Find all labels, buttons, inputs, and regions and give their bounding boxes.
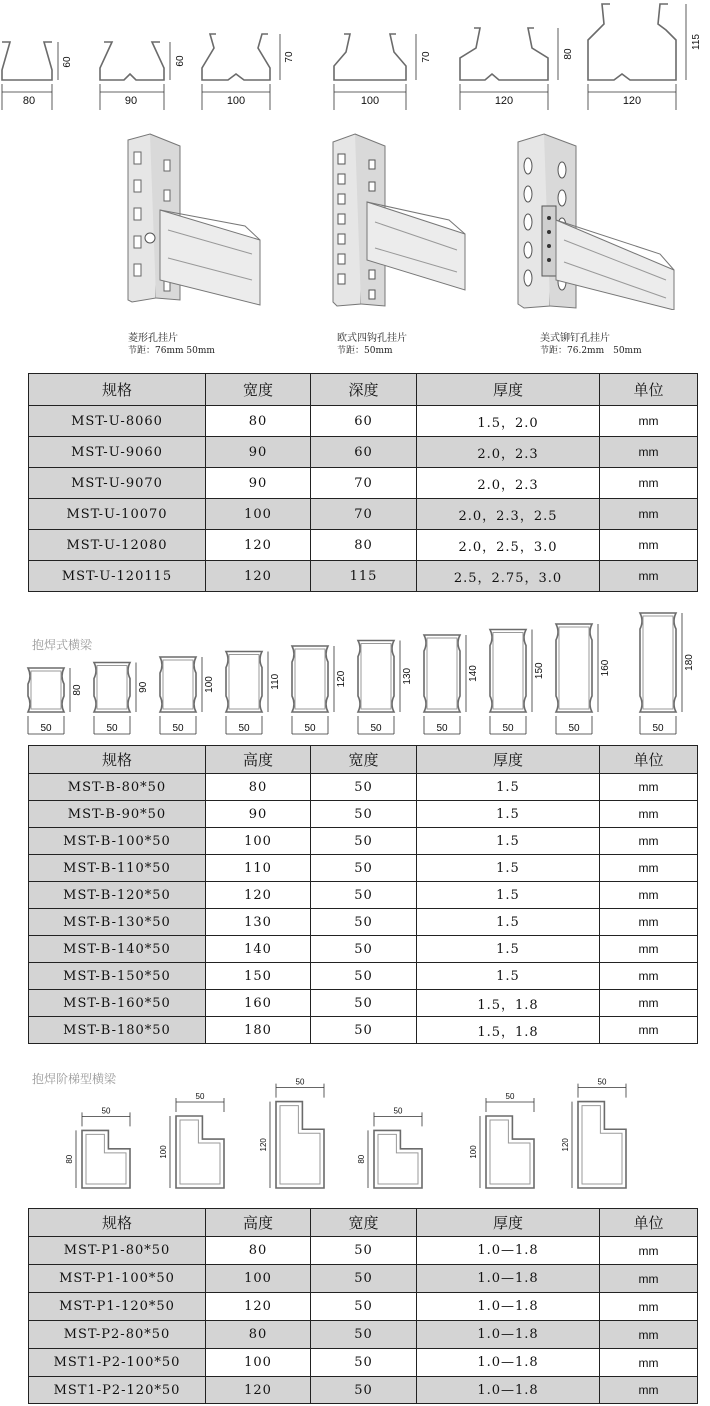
beam-height-label: 120 (259, 1138, 268, 1152)
value-cell: 90 (206, 437, 311, 468)
table-row (29, 774, 698, 801)
beam-height-label: 150 (534, 662, 545, 680)
upright-profile-2 (100, 42, 186, 110)
header-cell: 高度 (206, 1209, 311, 1237)
value-cell: 50 (311, 936, 417, 963)
spec-cell: MST-B-130*50 (29, 909, 206, 936)
thickness-cell: 1.0—1.8 (417, 1377, 600, 1404)
box-beam-profile (490, 630, 545, 735)
thickness-cell: 1.5 (417, 855, 600, 882)
upright-width-label: 120 (494, 95, 514, 107)
table-row (29, 499, 698, 530)
thickness-cell: 1.0—1.8 (417, 1293, 600, 1321)
header-cell: 宽度 (206, 374, 311, 406)
thickness-cell: 1.0—1.8 (417, 1237, 600, 1265)
value-cell: 100 (206, 1265, 311, 1293)
value-cell: 70 (311, 468, 417, 499)
upright-depth-label: 60 (175, 55, 186, 67)
thickness-cell: 1.5 (417, 801, 600, 828)
unit-cell: mm (600, 882, 698, 909)
spec-cell: MST-P1-100*50 (29, 1265, 206, 1293)
upright-depth-label: 70 (284, 51, 295, 63)
upright-spec-table (28, 373, 698, 592)
connector-caption-1 (128, 333, 215, 357)
spec-cell: MST-U-8060 (29, 406, 206, 437)
connector-pitch: 节距：76.2mm 50mm (540, 346, 642, 356)
value-cell: 80 (206, 1237, 311, 1265)
table-header-row (29, 374, 698, 406)
upright-width-label: 90 (124, 95, 138, 107)
value-cell: 80 (206, 406, 311, 437)
unit-cell: mm (600, 1237, 698, 1265)
value-cell: 50 (311, 909, 417, 936)
header-cell: 深度 (311, 374, 417, 406)
table-row (29, 801, 698, 828)
value-cell: 70 (311, 499, 417, 530)
thickness-cell: 1.5，1.8 (417, 990, 600, 1017)
beam-height-label: 80 (65, 1154, 74, 1164)
spec-cell: MST-B-100*50 (29, 828, 206, 855)
value-cell: 50 (311, 1293, 417, 1321)
thickness-cell: 2.0，2.3 (417, 437, 600, 468)
value-cell: 140 (206, 936, 311, 963)
spec-cell: MST-B-140*50 (29, 936, 206, 963)
table-row (29, 909, 698, 936)
header-cell: 厚度 (417, 746, 600, 774)
unit-cell: mm (600, 1017, 698, 1044)
upright-profile-5 (460, 28, 574, 110)
beam-width-label: 50 (652, 723, 664, 734)
unit-cell: mm (600, 406, 698, 437)
beam-height-label: 100 (204, 676, 215, 693)
spec-cell: MST1-P2-100*50 (29, 1349, 206, 1377)
thickness-cell: 1.5 (417, 909, 600, 936)
beam-height-label: 130 (402, 667, 413, 685)
upright-depth-label: 115 (691, 34, 702, 50)
value-cell: 60 (311, 406, 417, 437)
unit-cell: mm (600, 1377, 698, 1404)
beam-width-label: 50 (101, 1106, 111, 1116)
upright-width-label: 80 (22, 95, 36, 107)
unit-cell: mm (600, 774, 698, 801)
table-row (29, 1293, 698, 1321)
spec-cell: MST1-P2-120*50 (29, 1377, 206, 1404)
thickness-cell: 2.0，2.5，3.0 (417, 530, 600, 561)
box-beam-profile (292, 646, 347, 734)
spec-cell: MST-P1-80*50 (29, 1237, 206, 1265)
thickness-cell: 2.0，2.3 (417, 468, 600, 499)
value-cell: 110 (206, 855, 311, 882)
table-row (29, 882, 698, 909)
unit-cell: mm (600, 963, 698, 990)
unit-cell: mm (600, 468, 698, 499)
thickness-cell: 2.5，2.75，3.0 (417, 561, 600, 592)
table-header-row (29, 746, 698, 774)
value-cell: 50 (311, 1321, 417, 1349)
table-row (29, 406, 698, 437)
connector-caption-3 (540, 333, 642, 357)
value-cell: 100 (206, 828, 311, 855)
value-cell: 50 (311, 855, 417, 882)
step-beam-profile (469, 1092, 534, 1188)
value-cell: 115 (311, 561, 417, 592)
spec-cell: MST-B-80*50 (29, 774, 206, 801)
spec-cell: MST-B-160*50 (29, 990, 206, 1017)
header-cell: 单位 (600, 1209, 698, 1237)
connector-pitch: 节距：50mm (337, 346, 393, 356)
table-row (29, 468, 698, 499)
beam-width-label: 50 (195, 1092, 205, 1101)
table-row (29, 990, 698, 1017)
unit-cell: mm (600, 936, 698, 963)
beam-height-label: 110 (270, 673, 281, 690)
step-beam-profile (561, 1078, 626, 1188)
table-row (29, 561, 698, 592)
step-beam-profile (65, 1106, 130, 1188)
box-beam-profile (424, 635, 479, 734)
beam-width-label: 50 (597, 1077, 607, 1087)
table-row (29, 1265, 698, 1293)
header-cell: 单位 (600, 746, 698, 774)
step-beam-profile (159, 1092, 224, 1188)
value-cell: 50 (311, 963, 417, 990)
beam-width-label: 50 (295, 1077, 305, 1087)
value-cell: 120 (206, 530, 311, 561)
beam-width-label: 50 (238, 723, 250, 734)
value-cell: 50 (311, 1349, 417, 1377)
thickness-cell: 1.5，1.8 (417, 1017, 600, 1044)
beam-height-label: 100 (159, 1145, 168, 1159)
value-cell: 80 (311, 530, 417, 561)
value-cell: 120 (206, 882, 311, 909)
value-cell: 50 (311, 882, 417, 909)
value-cell: 80 (206, 1321, 311, 1349)
box-beam-spec-table (28, 745, 698, 1044)
upright-profile-4 (334, 34, 432, 110)
step-beam-profiles-drawing (0, 1050, 710, 1200)
box-beam-profile (226, 652, 281, 735)
thickness-cell: 1.0—1.8 (417, 1265, 600, 1293)
value-cell: 120 (206, 1293, 311, 1321)
connector-diamond-hole-illustration (120, 130, 270, 310)
table-row (29, 530, 698, 561)
box-beam-profile (556, 624, 611, 734)
value-cell: 50 (311, 1377, 417, 1404)
step-beam-section-title: 抱焊阶梯型横梁 (32, 1072, 117, 1086)
connector-us-rivet-illustration (510, 130, 690, 310)
value-cell: 90 (206, 468, 311, 499)
value-cell: 90 (206, 801, 311, 828)
step-beam-profile (357, 1106, 422, 1188)
spec-cell: MST-B-90*50 (29, 801, 206, 828)
thickness-cell: 1.5 (417, 882, 600, 909)
beam-width-label: 50 (40, 723, 52, 734)
value-cell: 50 (311, 1237, 417, 1265)
connector-name: 美式铆钉孔挂片 (540, 333, 610, 344)
header-cell: 单位 (600, 374, 698, 406)
upright-profile-3 (202, 34, 295, 110)
value-cell: 50 (311, 1017, 417, 1044)
connector-name: 菱形孔挂片 (128, 333, 178, 344)
spec-cell: MST-B-120*50 (29, 882, 206, 909)
beam-height-label: 160 (600, 659, 611, 677)
value-cell: 50 (311, 801, 417, 828)
value-cell: 60 (311, 437, 417, 468)
value-cell: 50 (311, 990, 417, 1017)
beam-width-label: 50 (502, 723, 514, 734)
spec-cell: MST-U-9070 (29, 468, 206, 499)
unit-cell: mm (600, 499, 698, 530)
value-cell: 120 (206, 561, 311, 592)
beam-width-label: 50 (505, 1092, 515, 1101)
beam-height-label: 120 (336, 670, 347, 688)
table-row (29, 437, 698, 468)
box-beam-section-title: 抱焊式横梁 (32, 638, 93, 652)
step-beam-profile (259, 1078, 324, 1188)
thickness-cell: 1.5 (417, 936, 600, 963)
header-cell: 宽度 (311, 1209, 417, 1237)
spec-cell: MST-P1-120*50 (29, 1293, 206, 1321)
thickness-cell: 1.5 (417, 963, 600, 990)
unit-cell: mm (600, 1265, 698, 1293)
table-row (29, 855, 698, 882)
thickness-cell: 1.0—1.8 (417, 1321, 600, 1349)
box-beam-profile (640, 613, 695, 734)
thickness-cell: 1.0—1.8 (417, 1349, 600, 1377)
header-cell: 规格 (29, 1209, 206, 1237)
upright-depth-label: 60 (62, 56, 73, 68)
table-row (29, 1377, 698, 1404)
unit-cell: mm (600, 801, 698, 828)
value-cell: 130 (206, 909, 311, 936)
upright-profile-6 (588, 4, 702, 110)
step-beam-spec-table (28, 1208, 698, 1404)
upright-depth-label: 70 (421, 51, 432, 63)
table-row (29, 963, 698, 990)
beam-height-label: 180 (684, 654, 695, 671)
value-cell: 120 (206, 1377, 311, 1404)
unit-cell: mm (600, 990, 698, 1017)
spec-cell: MST-U-120115 (29, 561, 206, 592)
beam-height-label: 90 (138, 681, 149, 693)
value-cell: 160 (206, 990, 311, 1017)
spec-cell: MST-U-12080 (29, 530, 206, 561)
spec-cell: MST-P2-80*50 (29, 1321, 206, 1349)
value-cell: 50 (311, 774, 417, 801)
unit-cell: mm (600, 530, 698, 561)
spec-cell: MST-B-110*50 (29, 855, 206, 882)
table-row (29, 936, 698, 963)
header-cell: 宽度 (311, 746, 417, 774)
value-cell: 180 (206, 1017, 311, 1044)
value-cell: 100 (206, 499, 311, 530)
table-row (29, 828, 698, 855)
connector-euro-hook-illustration (325, 130, 475, 310)
beam-height-label: 120 (561, 1138, 570, 1152)
beam-height-label: 140 (468, 665, 479, 682)
header-cell: 规格 (29, 746, 206, 774)
header-cell: 高度 (206, 746, 311, 774)
upright-width-label: 100 (226, 95, 246, 107)
upright-profile-1 (2, 42, 73, 110)
unit-cell: mm (600, 1321, 698, 1349)
spec-cell: MST-B-150*50 (29, 963, 206, 990)
upright-depth-label: 80 (563, 48, 574, 60)
upright-width-label: 100 (360, 95, 380, 107)
beam-width-label: 50 (436, 723, 448, 734)
box-beam-profiles-drawing (0, 600, 710, 740)
thickness-cell: 1.5，2.0 (417, 406, 600, 437)
unit-cell: mm (600, 437, 698, 468)
unit-cell: mm (600, 828, 698, 855)
value-cell: 50 (311, 828, 417, 855)
connector-pitch: 节距：76mm 50mm (128, 346, 215, 356)
beam-width-label: 50 (106, 723, 118, 734)
beam-height-label: 100 (469, 1145, 478, 1159)
spec-cell: MST-U-9060 (29, 437, 206, 468)
thickness-cell: 1.5 (417, 828, 600, 855)
thickness-cell: 2.0，2.3，2.5 (417, 499, 600, 530)
beam-height-label: 80 (357, 1154, 366, 1164)
value-cell: 80 (206, 774, 311, 801)
thickness-cell: 1.5 (417, 774, 600, 801)
upright-width-label: 120 (622, 95, 642, 107)
box-beam-profile (358, 641, 413, 735)
beam-width-label: 50 (172, 723, 184, 734)
table-header-row (29, 1209, 698, 1237)
connector-name: 欧式四钩孔挂片 (337, 333, 407, 344)
unit-cell: mm (600, 1293, 698, 1321)
value-cell: 100 (206, 1349, 311, 1377)
value-cell: 50 (311, 1265, 417, 1293)
box-beam-profile (160, 657, 215, 734)
box-beam-profile (94, 663, 149, 735)
table-row (29, 1321, 698, 1349)
box-beam-profile (28, 668, 83, 734)
spec-cell: MST-U-10070 (29, 499, 206, 530)
beam-width-label: 50 (304, 723, 316, 734)
header-cell: 厚度 (417, 1209, 600, 1237)
table-row (29, 1349, 698, 1377)
unit-cell: mm (600, 909, 698, 936)
spec-cell: MST-B-180*50 (29, 1017, 206, 1044)
upright-profiles-drawing (0, 0, 710, 120)
beam-height-label: 80 (72, 684, 83, 696)
header-cell: 厚度 (417, 374, 600, 406)
beam-width-label: 50 (568, 723, 580, 734)
table-row (29, 1017, 698, 1044)
value-cell: 150 (206, 963, 311, 990)
beam-width-label: 50 (370, 723, 382, 734)
unit-cell: mm (600, 1349, 698, 1377)
unit-cell: mm (600, 561, 698, 592)
connector-caption-2 (337, 333, 407, 357)
table-row (29, 1237, 698, 1265)
header-cell: 规格 (29, 374, 206, 406)
beam-width-label: 50 (393, 1106, 403, 1116)
unit-cell: mm (600, 855, 698, 882)
